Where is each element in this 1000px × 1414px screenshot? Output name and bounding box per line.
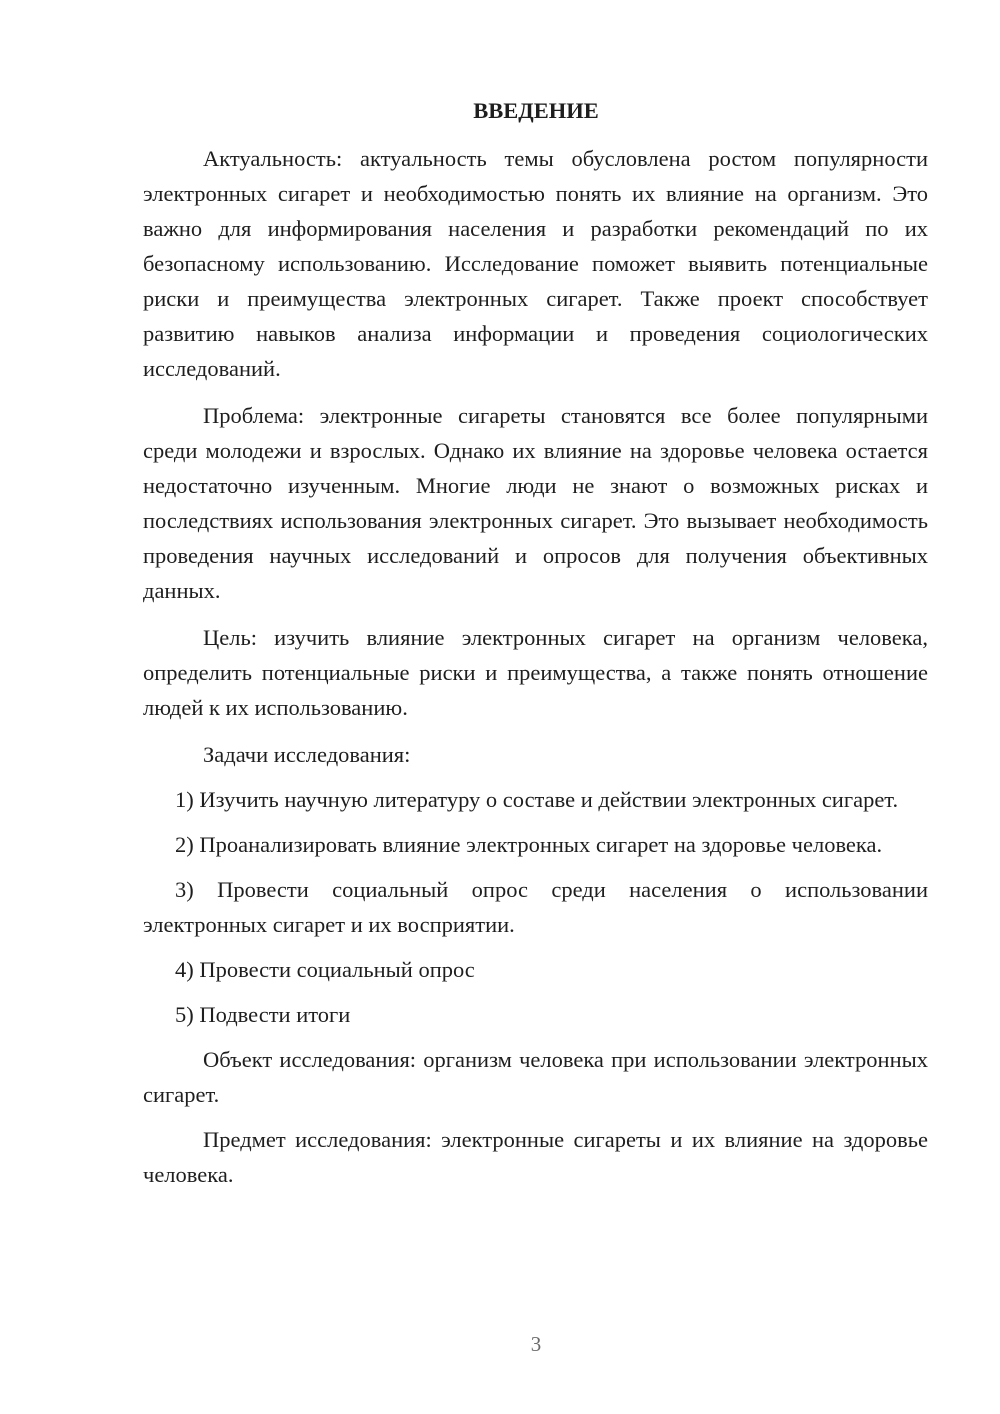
tasks-title: Задачи исследования:: [203, 742, 411, 767]
list-item-task-5: 5) Подвести итоги: [175, 1002, 351, 1027]
list-item-task-1: 1) Изучить научную литературу о составе и действии электронных сигарет.: [175, 787, 899, 812]
body-text: [143, 141, 928, 1192]
paragraph-relevance: Актуальность: актуальность темы обусловлена ростом популярности электронных сигарет и необходимостью понять их влияние на организм. Это важно для информирования населения и разработки рекомендаций по их безопасному использованию. Исследование поможет выявить потенциальные риски и преимущества электронных сигарет. Также проект способствует развитию навыков анализа информации и проведения социологических исследований.: [143, 146, 928, 381]
list-item-task-4: 4) Провести социальный опрос: [175, 957, 475, 982]
page-title: ВВЕДЕНИЕ: [473, 98, 599, 123]
list-item-task-2: 2) Проанализировать влияние электронных сигарет на здоровье человека.: [175, 832, 883, 857]
paragraph-problem: Проблема: электронные сигареты становятся все более популярными среди молодежи и взрослых. Однако их влияние на здоровье человека остается недостаточно изученным. Многие люди не знают о возможных рисках и последствиях использования электронных сигарет. Это вызывает необходимость проведения научных исследований и опросов для получения объективных данных.: [143, 403, 928, 603]
paragraph-goal: Цель: изучить влияние электронных сигарет на организм человека, определить потенциальные риски и преимущества, а также понять отношение людей к их использованию.: [143, 625, 928, 720]
paragraph-object: Объект исследования: организм человека при использовании электронных сигарет.: [143, 1047, 928, 1107]
paragraph-subject: Предмет исследования: электронные сигареты и их влияние на здоровье человека.: [143, 1127, 928, 1187]
page-number: 3: [530, 1332, 542, 1356]
list-item-task-3: 3) Провести социальный опрос среди населения о использовании электронных сигарет и их восприятии.: [143, 877, 928, 937]
